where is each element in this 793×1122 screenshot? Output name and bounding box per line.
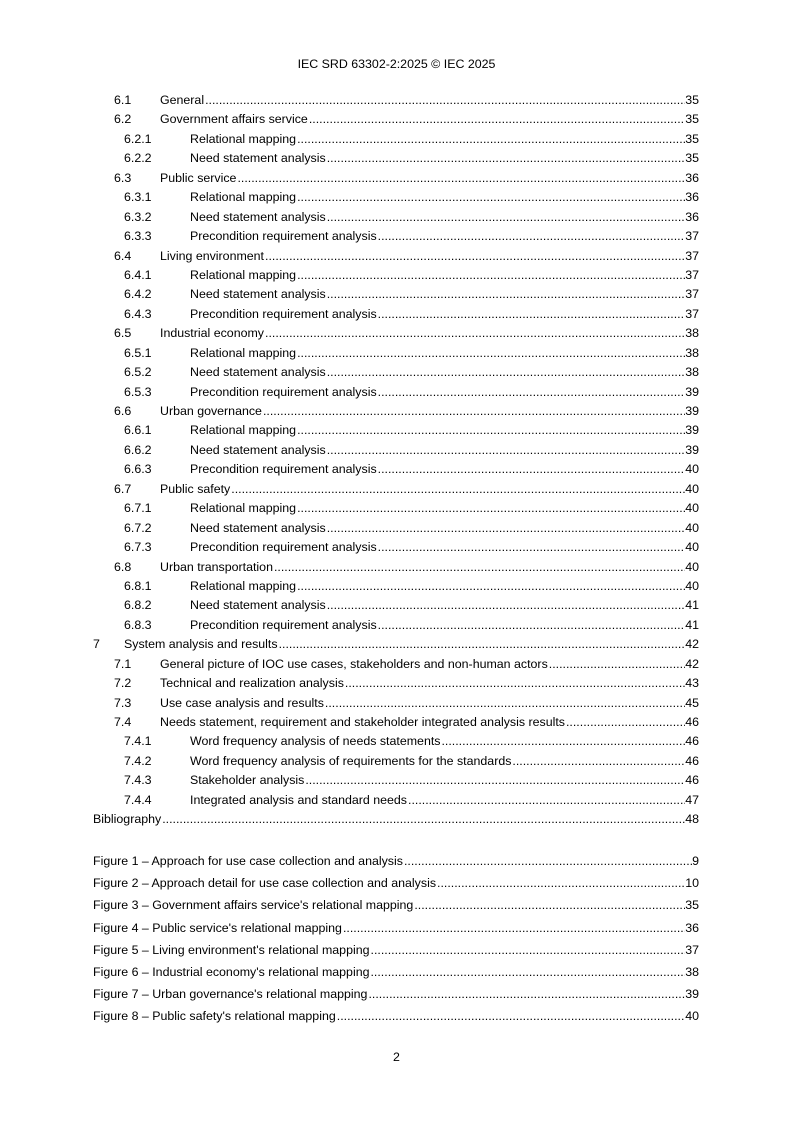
dot-leader bbox=[325, 696, 685, 710]
toc-entry-title: Precondition requirement analysis bbox=[190, 617, 377, 632]
toc-entry[interactable] bbox=[93, 598, 699, 617]
toc-entry[interactable] bbox=[93, 171, 699, 190]
toc-entry-page: 46 bbox=[685, 715, 699, 729]
toc-entry-title: General picture of IOC use cases, stakeholders and non-human actors bbox=[160, 656, 548, 671]
toc-entry-number: 7.1 bbox=[114, 656, 132, 671]
dot-leader bbox=[297, 346, 685, 360]
dot-leader bbox=[327, 210, 686, 224]
toc-entry[interactable] bbox=[93, 93, 699, 112]
dot-leader bbox=[327, 598, 686, 612]
dot-leader bbox=[162, 812, 685, 826]
figure-entry[interactable] bbox=[93, 965, 699, 987]
toc-entry-number: 6.8.1 bbox=[124, 578, 152, 593]
toc-entry-title: Stakeholder analysis bbox=[190, 773, 305, 788]
toc-entry-page: 40 bbox=[685, 462, 699, 477]
toc-entry[interactable] bbox=[93, 618, 699, 637]
toc-entry-title: Bibliography bbox=[93, 812, 162, 827]
figure-entry-title: Figure 4 – Public service's relational mapping bbox=[93, 920, 342, 935]
toc-entry-number: 6.4.1 bbox=[124, 267, 152, 282]
dot-leader bbox=[297, 579, 685, 593]
dot-leader bbox=[309, 112, 685, 126]
toc-entry-page: 41 bbox=[685, 617, 699, 632]
figure-entry-title: Figure 8 – Public safety's relational mapping bbox=[93, 1009, 336, 1024]
toc-entry-title: Need statement analysis bbox=[190, 598, 326, 613]
figure-entry-title: Figure 2 – Approach detail for use case collection and analysis bbox=[93, 876, 437, 891]
figure-entry-title: Figure 6 – Industrial economy's relational mapping bbox=[93, 964, 370, 979]
toc-entry-number: 6.2.1 bbox=[124, 131, 152, 146]
toc-entry[interactable] bbox=[93, 268, 699, 287]
toc-entry-title: Precondition requirement analysis bbox=[190, 384, 377, 399]
dot-leader bbox=[231, 482, 685, 496]
toc-entry-title: Relational mapping bbox=[190, 131, 297, 146]
table-of-contents bbox=[93, 93, 699, 832]
toc-entry[interactable] bbox=[93, 482, 699, 501]
dot-leader bbox=[327, 151, 686, 165]
figure-entry[interactable] bbox=[93, 898, 699, 920]
toc-entry[interactable] bbox=[93, 307, 699, 326]
toc-entry-title: System analysis and results bbox=[124, 637, 278, 652]
toc-entry-title: Relational mapping bbox=[190, 578, 297, 593]
toc-entry[interactable] bbox=[93, 462, 699, 481]
toc-entry-title: Precondition requirement analysis bbox=[190, 462, 377, 477]
dot-leader bbox=[343, 921, 685, 935]
figure-entry-title: Figure 5 – Living environment's relational mapping bbox=[93, 942, 370, 957]
toc-entry-title: Relational mapping bbox=[190, 345, 297, 360]
toc-entry-number: 7.4 bbox=[114, 715, 132, 729]
dot-leader bbox=[265, 249, 685, 263]
toc-entry-page: 38 bbox=[685, 326, 699, 341]
toc-entry-title: Need statement analysis bbox=[190, 365, 326, 380]
toc-entry-title: Relational mapping bbox=[190, 190, 297, 205]
toc-entry[interactable] bbox=[93, 560, 699, 579]
dot-leader bbox=[237, 171, 685, 185]
dot-leader bbox=[327, 287, 686, 301]
toc-entry-title: Word frequency analysis of needs statements bbox=[190, 734, 441, 749]
toc-entry-title: Word frequency analysis of requirements for the standards bbox=[190, 753, 512, 768]
toc-entry[interactable] bbox=[93, 754, 699, 773]
toc-entry-number: 6.6.1 bbox=[124, 423, 152, 438]
toc-entry-title: Need statement analysis bbox=[190, 442, 326, 457]
dot-leader bbox=[205, 93, 685, 107]
toc-entry[interactable] bbox=[93, 521, 699, 540]
toc-entry[interactable] bbox=[93, 423, 699, 442]
dot-leader bbox=[378, 540, 686, 554]
toc-entry[interactable] bbox=[93, 715, 699, 734]
toc-entry-title: Urban transportation bbox=[160, 559, 273, 574]
toc-entry-number: 6.5.2 bbox=[124, 365, 152, 380]
toc-entry-number: 6.5.3 bbox=[124, 384, 152, 399]
toc-entry-number: 6.6.2 bbox=[124, 442, 152, 457]
figure-entry-page: 40 bbox=[685, 1009, 699, 1024]
toc-entry-page: 39 bbox=[685, 423, 699, 438]
toc-entry[interactable] bbox=[93, 443, 699, 462]
toc-entry-page: 36 bbox=[685, 190, 699, 205]
toc-entry[interactable] bbox=[93, 346, 699, 365]
toc-entry-page: 40 bbox=[685, 540, 699, 555]
toc-entry-title: Government affairs service bbox=[160, 112, 308, 127]
toc-entry-page: 47 bbox=[685, 792, 699, 807]
toc-entry-page: 46 bbox=[685, 734, 699, 749]
dot-leader bbox=[378, 462, 686, 476]
toc-entry-page: 35 bbox=[685, 131, 699, 146]
toc-entry-page: 38 bbox=[685, 345, 699, 360]
toc-entry-title: Public safety bbox=[160, 481, 231, 496]
toc-entry-page: 37 bbox=[685, 248, 699, 263]
toc-entry[interactable] bbox=[93, 637, 699, 656]
toc-entry-number: 6.5.1 bbox=[124, 345, 152, 360]
toc-entry-number: 6.6.3 bbox=[124, 462, 152, 477]
toc-entry-page: 39 bbox=[685, 404, 699, 418]
dot-leader bbox=[279, 637, 686, 651]
toc-entry-number: 6.8 bbox=[114, 559, 132, 574]
toc-entry-page: 40 bbox=[685, 559, 699, 574]
dot-leader bbox=[368, 987, 685, 1001]
toc-entry[interactable] bbox=[93, 404, 699, 423]
toc-entry[interactable] bbox=[93, 501, 699, 520]
toc-entry-page: 37 bbox=[685, 287, 699, 302]
toc-entry-page: 43 bbox=[685, 676, 699, 691]
toc-entry-number: 6.7.2 bbox=[124, 520, 152, 535]
toc-entry-title: General bbox=[160, 93, 205, 107]
toc-entry-number: 6.6 bbox=[114, 404, 132, 418]
figure-entry[interactable] bbox=[93, 987, 699, 1009]
toc-entry-page: 48 bbox=[685, 812, 699, 827]
figure-entry[interactable] bbox=[93, 1009, 699, 1031]
toc-entry-number: 6.3.3 bbox=[124, 229, 152, 244]
toc-entry-page: 36 bbox=[685, 170, 699, 185]
toc-entry[interactable] bbox=[93, 326, 699, 345]
toc-entry-page: 45 bbox=[685, 695, 699, 710]
dot-leader bbox=[414, 898, 685, 912]
toc-entry[interactable] bbox=[93, 540, 699, 559]
figure-entry[interactable] bbox=[93, 854, 699, 876]
toc-entry-title: Need statement analysis bbox=[190, 209, 326, 224]
figure-entry-page: 39 bbox=[685, 987, 699, 1002]
toc-entry[interactable] bbox=[93, 151, 699, 170]
dot-leader bbox=[345, 676, 685, 690]
toc-entry[interactable] bbox=[93, 210, 699, 229]
toc-entry[interactable] bbox=[93, 132, 699, 151]
toc-entry-number: 6.7 bbox=[114, 481, 132, 496]
figure-entry-title: Figure 7 – Urban governance's relational mapping bbox=[93, 987, 368, 1002]
toc-entry-page: 35 bbox=[685, 112, 699, 127]
figure-entry[interactable] bbox=[93, 921, 699, 943]
toc-entry[interactable] bbox=[93, 365, 699, 384]
dot-leader bbox=[512, 754, 685, 768]
toc-entry[interactable] bbox=[93, 734, 699, 753]
toc-entry-number: 7 bbox=[93, 637, 100, 652]
toc-entry-number: 6.8.2 bbox=[124, 598, 152, 613]
toc-entry[interactable] bbox=[93, 657, 699, 676]
toc-entry-number: 6.4.3 bbox=[124, 306, 152, 321]
toc-entry-page: 40 bbox=[685, 501, 699, 516]
toc-entry[interactable] bbox=[93, 190, 699, 209]
toc-entry-title: Urban governance bbox=[160, 404, 262, 418]
dot-leader bbox=[566, 715, 685, 729]
dot-leader bbox=[549, 657, 685, 671]
dot-leader bbox=[265, 326, 685, 340]
toc-entry-page: 46 bbox=[685, 773, 699, 788]
toc-entry-number: 7.3 bbox=[114, 695, 132, 710]
toc-entry-number: 6.7.1 bbox=[124, 501, 152, 516]
toc-entry-page: 37 bbox=[685, 267, 699, 282]
figure-entry-title: Figure 1 – Approach for use case collection and analysis bbox=[93, 854, 403, 868]
toc-entry-number: 7.4.3 bbox=[124, 773, 152, 788]
toc-entry-page: 37 bbox=[685, 306, 699, 321]
figure-entry-page: 10 bbox=[685, 876, 699, 891]
toc-entry-title: Integrated analysis and standard needs bbox=[190, 792, 407, 807]
toc-entry-title: Precondition requirement analysis bbox=[190, 306, 377, 321]
figure-entry-title: Figure 3 – Government affairs service's relational mapping bbox=[93, 898, 414, 913]
toc-entry[interactable] bbox=[93, 676, 699, 695]
toc-entry[interactable] bbox=[93, 579, 699, 598]
toc-entry-number: 6.3 bbox=[114, 170, 132, 185]
toc-entry[interactable] bbox=[93, 229, 699, 248]
toc-entry[interactable] bbox=[93, 287, 699, 306]
toc-entry-number: 6.3.1 bbox=[124, 190, 152, 205]
dot-leader bbox=[274, 560, 685, 574]
page-number: 2 bbox=[393, 1050, 400, 1064]
dot-leader bbox=[337, 1009, 685, 1023]
toc-entry-page: 40 bbox=[685, 578, 699, 593]
toc-entry-page: 41 bbox=[685, 598, 699, 613]
figure-entry-page: 9 bbox=[692, 854, 699, 868]
dot-leader bbox=[408, 793, 685, 807]
toc-entry-page: 42 bbox=[685, 637, 699, 652]
toc-entry-number: 6.8.3 bbox=[124, 617, 152, 632]
toc-entry-page: 35 bbox=[685, 151, 699, 166]
dot-leader bbox=[370, 965, 685, 979]
toc-entry[interactable] bbox=[93, 385, 699, 404]
toc-entry-title: Industrial economy bbox=[160, 326, 264, 341]
toc-entry-page: 38 bbox=[685, 365, 699, 380]
toc-entry[interactable] bbox=[93, 112, 699, 131]
dot-leader bbox=[263, 404, 685, 418]
toc-entry-page: 46 bbox=[685, 753, 699, 768]
toc-entry-number: 6.3.2 bbox=[124, 209, 152, 224]
dot-leader bbox=[437, 876, 685, 890]
toc-entry-number: 6.5 bbox=[114, 326, 132, 341]
dot-leader bbox=[297, 501, 685, 515]
toc-entry-title: Public service bbox=[160, 170, 237, 185]
toc-entry-number: 6.2.2 bbox=[124, 151, 152, 166]
toc-entry-title: Use case analysis and results bbox=[160, 695, 324, 710]
toc-entry-number: 7.4.2 bbox=[124, 753, 152, 768]
figure-entry-page: 36 bbox=[685, 920, 699, 935]
toc-entry[interactable] bbox=[93, 249, 699, 268]
toc-entry-page: 40 bbox=[685, 481, 699, 496]
toc-entry-number: 7.4.1 bbox=[124, 734, 152, 749]
toc-entry[interactable] bbox=[93, 812, 699, 831]
toc-entry-title: Relational mapping bbox=[190, 501, 297, 516]
toc-entry-page: 35 bbox=[685, 93, 699, 107]
dot-leader bbox=[327, 365, 686, 379]
toc-entry-number: 7.2 bbox=[114, 676, 132, 691]
toc-entry-title: Need statement analysis bbox=[190, 151, 326, 166]
toc-entry[interactable] bbox=[93, 696, 699, 715]
figure-entry-page: 37 bbox=[685, 942, 699, 957]
toc-entry-title: Living environment bbox=[160, 248, 265, 263]
toc-entry-number: 6.2 bbox=[114, 112, 132, 127]
page-header: IEC SRD 63302-2:2025 © IEC 2025 bbox=[297, 57, 496, 71]
toc-entry-title: Technical and realization analysis bbox=[160, 676, 344, 691]
figure-entry[interactable] bbox=[93, 943, 699, 965]
toc-entry-title: Relational mapping bbox=[190, 267, 297, 282]
toc-entry-number: 6.1 bbox=[114, 93, 132, 107]
toc-entry-title: Precondition requirement analysis bbox=[190, 229, 377, 244]
dot-leader bbox=[297, 423, 685, 437]
figure-entry[interactable] bbox=[93, 876, 699, 898]
dot-leader bbox=[297, 132, 685, 146]
list-of-figures bbox=[93, 854, 699, 1032]
dot-leader bbox=[378, 307, 686, 321]
toc-entry-title: Relational mapping bbox=[190, 423, 297, 438]
toc-entry-page: 40 bbox=[685, 520, 699, 535]
figure-entry-page: 35 bbox=[685, 898, 699, 913]
dot-leader bbox=[297, 190, 685, 204]
dot-leader bbox=[378, 385, 686, 399]
dot-leader bbox=[378, 618, 686, 632]
dot-leader bbox=[327, 443, 686, 457]
dot-leader bbox=[305, 773, 685, 787]
toc-entry-title: Precondition requirement analysis bbox=[190, 540, 377, 555]
toc-entry-page: 37 bbox=[685, 229, 699, 244]
toc-entry-page: 36 bbox=[685, 209, 699, 224]
toc-entry-title: Need statement analysis bbox=[190, 287, 326, 302]
dot-leader bbox=[404, 854, 692, 868]
figure-entry-page: 38 bbox=[685, 964, 699, 979]
dot-leader bbox=[378, 229, 686, 243]
toc-entry[interactable] bbox=[93, 773, 699, 792]
toc-entry-page: 39 bbox=[685, 384, 699, 399]
toc-entry-title: Needs statement, requirement and stakeholder integrated analysis results bbox=[160, 715, 565, 729]
toc-entry-title: Need statement analysis bbox=[190, 520, 326, 535]
dot-leader bbox=[297, 268, 685, 282]
toc-entry[interactable] bbox=[93, 793, 699, 812]
dot-leader bbox=[441, 734, 685, 748]
toc-entry-page: 42 bbox=[685, 656, 699, 671]
toc-entry-number: 7.4.4 bbox=[124, 792, 152, 807]
toc-entry-number: 6.4.2 bbox=[124, 287, 152, 302]
toc-entry-page: 39 bbox=[685, 442, 699, 457]
dot-leader bbox=[371, 943, 686, 957]
toc-entry-number: 6.7.3 bbox=[124, 540, 152, 555]
toc-entry-number: 6.4 bbox=[114, 248, 132, 263]
dot-leader bbox=[327, 521, 686, 535]
